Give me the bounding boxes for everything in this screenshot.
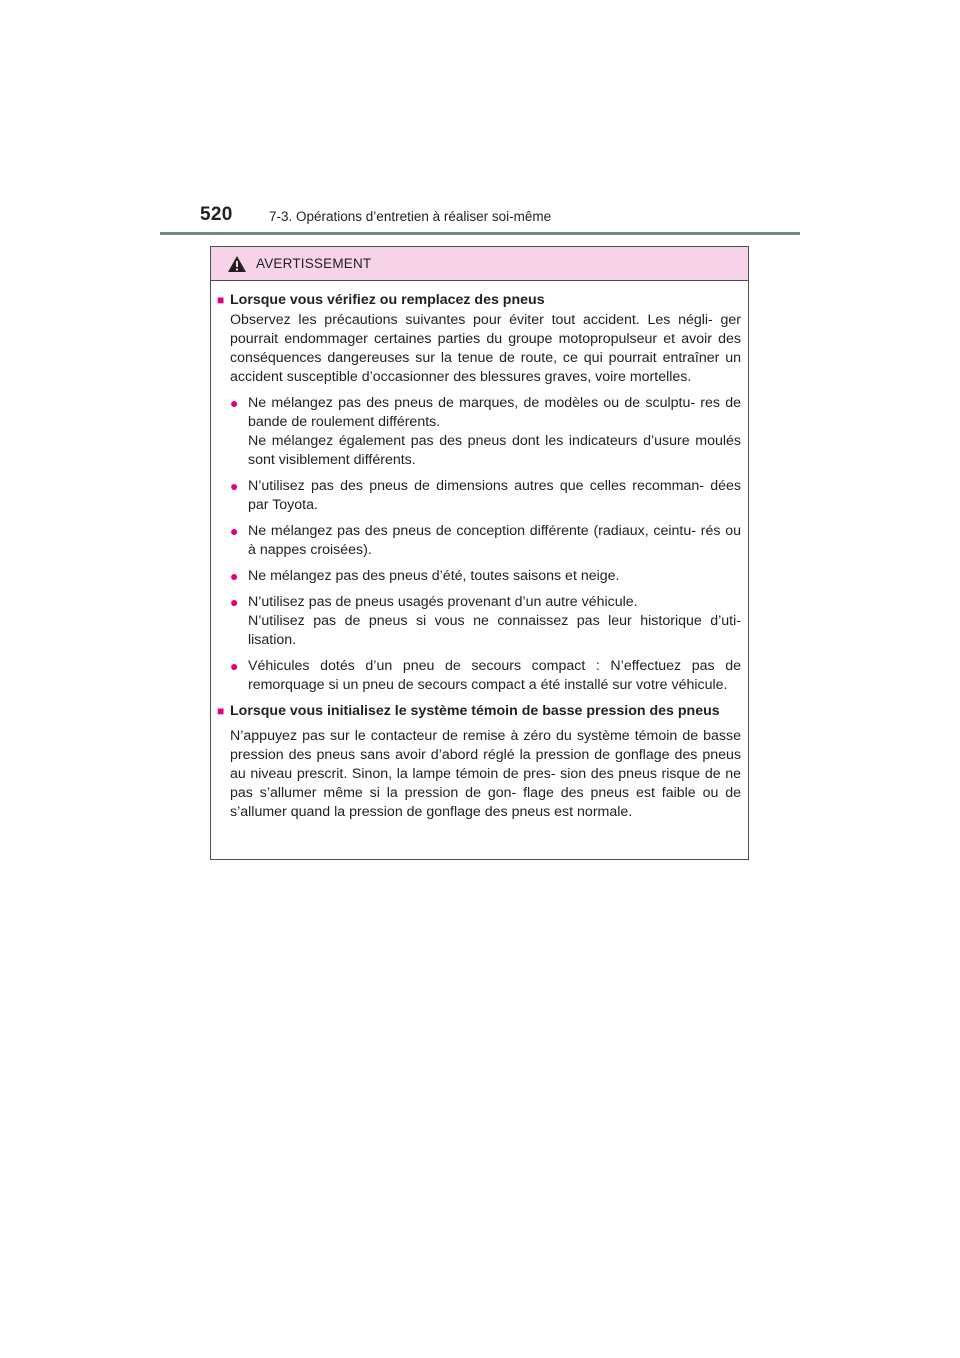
bullet-dot-icon: ● (230, 523, 239, 539)
header-divider (160, 232, 800, 235)
list-item-text: N’utilisez pas des pneus de dimensions autres que celles recomman- dées par Toyota. (248, 478, 741, 513)
section-heading-text: Lorsque vous initialisez le système témoin de basse pression des pneus (230, 703, 720, 719)
list-item-text: Ne mélangez pas des pneus de conception différente (radiaux, ceintu- rés ou à nappes croisées). (248, 523, 741, 558)
list-item-text: Ne mélangez également pas des pneus dont les indicateurs d’usure moulés sont visiblement différents. (248, 433, 741, 468)
list-item (230, 477, 741, 515)
section-heading (217, 291, 741, 310)
warning-triangle-icon (227, 255, 247, 273)
list-item-text: N’utilisez pas de pneus usagés provenant d’un autre véhicule. (248, 594, 638, 610)
list-item-text: Véhicules dotés d’un pneu de secours compact : N’effectuez pas de remorquage si un pneu de secours compact a été installé sur votre véhicule. (248, 658, 741, 693)
bullet-dot-icon: ● (230, 395, 239, 411)
warning-title: AVERTISSEMENT (256, 256, 372, 271)
warning-box (210, 246, 749, 860)
bullet-dot-icon: ● (230, 478, 239, 494)
bullet-dot-icon: ● (230, 658, 239, 674)
section-intro: N’appuyez pas sur le contacteur de remise à zéro du système témoin de basse pression des pneus sans avoir d’abord réglé la pression de gonflage des pneus au niveau prescrit. Sinon, la lampe témoin de pres- sion des pneus risque de ne pas s’allumer même si la pression de gon- flage des pneus est faible ou de s’allumer quand la pression de gonflage des pneus est normale. (230, 728, 741, 820)
section-heading-text: Lorsque vous vérifiez ou remplacez des pneus (230, 292, 545, 308)
section-heading (217, 702, 741, 721)
square-bullet-icon: ■ (217, 704, 225, 718)
list-item-text: Ne mélangez pas des pneus de marques, de modèles ou de sculptu- res de bande de roulement différents. (248, 395, 741, 430)
list-item-text: Ne mélangez pas des pneus d’été, toutes saisons et neige. (248, 568, 620, 584)
bullet-dot-icon: ● (230, 594, 239, 610)
list-item (230, 657, 741, 695)
warning-body (211, 281, 748, 822)
section-intro: Observez les précautions suivantes pour éviter tout accident. Les négli- ger pourrait endommager certaines parties du groupe motopropulseur et avoir des conséquences dangereuses sur la tenue de route, ce qui pourrait entraîner un accident susceptible d’occasionner des blessures graves, voire mortelles. (230, 312, 741, 385)
page-number: 520 (200, 204, 233, 225)
bullet-dot-icon: ● (230, 568, 239, 584)
list-item (230, 593, 741, 650)
square-bullet-icon: ■ (217, 293, 225, 307)
warning-header (211, 247, 748, 281)
list-item (230, 522, 741, 560)
list-item (230, 394, 741, 470)
list-item (230, 567, 741, 586)
list-item-text: N’utilisez pas de pneus si vous ne connaissez pas leur historique d’uti- lisation. (248, 613, 741, 648)
section-title: 7-3. Opérations d’entretien à réaliser soi-même (269, 209, 552, 224)
